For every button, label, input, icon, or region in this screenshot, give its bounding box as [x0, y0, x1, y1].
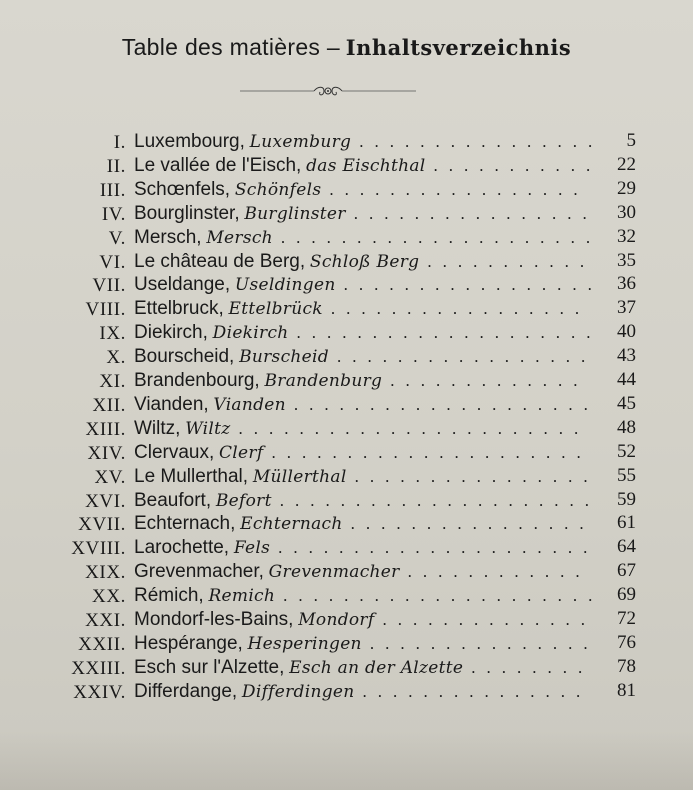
chapter-title	[134, 227, 601, 249]
leader-dots: ................	[354, 466, 599, 486]
chapter-title-german: Brandenburg	[264, 371, 383, 391]
toc-entry	[0, 680, 693, 704]
toc-entry	[0, 393, 693, 417]
chapter-title	[134, 298, 590, 320]
leader-dots: ................	[359, 132, 604, 151]
chapter-title	[134, 394, 599, 416]
page-number: 35	[617, 249, 636, 271]
chapter-title-french: Clervaux,	[134, 441, 215, 463]
toc-entry	[0, 417, 693, 441]
chapter-number: VIII.	[85, 299, 126, 321]
chapter-title-german: Schönfels	[234, 179, 322, 200]
chapter-title	[134, 537, 598, 559]
page-number: 76	[617, 631, 636, 653]
chapter-title	[134, 203, 598, 225]
chapter-title-french: Vianden,	[134, 393, 209, 415]
leader-dots: .................	[343, 275, 603, 295]
page-number: 59	[617, 488, 636, 510]
chapter-title-german: Schloß Berg	[309, 251, 420, 272]
page-number: 22	[617, 153, 636, 175]
chapter-number: XVI.	[85, 490, 126, 512]
page-number: 5	[626, 130, 636, 151]
chapter-title-french: Ettelbruck,	[134, 298, 224, 320]
page-number: 36	[617, 273, 636, 295]
chapter-title-french: Hespérange,	[134, 632, 243, 654]
chapter-title	[134, 513, 595, 535]
chapter-title-german: Mondorf	[298, 610, 375, 630]
chapter-title-german: Burglinster	[244, 203, 346, 224]
chapter-number: XXIV.	[73, 681, 126, 703]
chapter-number: XIX.	[85, 562, 126, 584]
chapter-title	[134, 131, 603, 153]
page-number: 45	[617, 392, 636, 414]
chapter-title-german: das Eischthal	[306, 155, 426, 176]
chapter-title-german: Ettelbrück	[228, 299, 323, 320]
leader-dots: .....................	[278, 538, 599, 558]
chapter-title	[134, 155, 601, 177]
chapter-title-french: Bourglinster,	[134, 202, 240, 224]
toc-entry	[0, 154, 693, 178]
page-number: 37	[617, 297, 636, 319]
chapter-title-french: Useldange,	[134, 274, 231, 296]
leader-dots: ....................	[296, 323, 602, 343]
toc-entry	[0, 656, 693, 680]
leader-dots: ...............	[369, 633, 599, 653]
chapter-title	[134, 633, 599, 655]
chapter-title-german: Fels	[233, 538, 271, 559]
toc-entry	[0, 489, 693, 513]
chapter-title	[134, 681, 591, 703]
page-number: 32	[617, 225, 636, 247]
chapter-title-german: Clerf	[219, 442, 264, 463]
chapter-title-german: Burscheid	[239, 347, 329, 368]
chapter-title	[134, 442, 592, 464]
chapter-number: XI.	[99, 371, 126, 392]
toc-entry	[0, 608, 693, 632]
toc-entry	[0, 465, 693, 489]
fleuron-ornament-icon	[240, 84, 416, 98]
page-number: 55	[617, 464, 636, 486]
chapter-title-german: Befort	[215, 490, 272, 511]
chapter-number: VII.	[92, 275, 126, 297]
chapter-number: XXI.	[85, 610, 126, 631]
leader-dots: ........	[471, 657, 594, 677]
chapter-title	[134, 418, 589, 440]
chapter-title-french: Le vallée de l'Eisch,	[134, 154, 302, 176]
chapter-number: XXII.	[78, 633, 126, 655]
page-number: 78	[617, 655, 636, 677]
chapter-title	[134, 346, 596, 368]
chapter-title-french: Le Mullerthal,	[134, 465, 249, 487]
leader-dots: .......................	[238, 418, 590, 438]
chapter-title-french: Wiltz,	[134, 417, 181, 439]
chapter-number: XIII.	[85, 418, 126, 440]
title-german: Inhaltsverzeichnis	[345, 35, 572, 60]
leader-dots: ............	[407, 562, 591, 582]
toc-entry	[0, 297, 693, 321]
chapter-title	[134, 490, 600, 512]
chapter-title-french: Mersch,	[134, 226, 202, 248]
chapter-title-german: Differdingen	[241, 681, 355, 702]
leader-dots: ...............	[362, 681, 592, 701]
page-number: 44	[617, 369, 636, 390]
toc-entry	[0, 441, 693, 465]
page-number: 61	[617, 512, 636, 534]
page-title	[0, 34, 693, 61]
chapter-title-german: Hesperingen	[247, 633, 362, 654]
chapter-title	[134, 466, 599, 488]
page-number: 81	[617, 679, 636, 701]
toc-entry	[0, 536, 693, 560]
toc-entry	[0, 512, 693, 536]
chapter-title-german: Useldingen	[234, 275, 336, 296]
chapter-number: VI.	[99, 251, 126, 273]
chapter-title	[134, 179, 589, 201]
toc-entry	[0, 584, 693, 608]
chapter-title-french: Echternach,	[134, 513, 236, 535]
leader-dots: .....................	[279, 490, 600, 510]
chapter-title-french: Esch sur l'Alzette,	[134, 656, 285, 678]
leader-dots: .................	[336, 347, 597, 367]
chapter-number: XVII.	[78, 514, 126, 536]
chapter-title	[134, 370, 588, 392]
chapter-title-french: Mondorf-les-Bains,	[134, 609, 294, 630]
page-number: 29	[617, 177, 636, 199]
chapter-number: II.	[106, 155, 126, 177]
chapter-title-french: Grevenmacher,	[134, 561, 264, 583]
chapter-title-german: Remich	[208, 586, 276, 607]
page-number: 30	[617, 201, 636, 223]
chapter-title-french: Diekirch,	[134, 322, 208, 344]
chapter-number: V.	[108, 227, 126, 249]
chapter-title-german: Grevenmacher	[268, 562, 400, 583]
title-french: Table des matières –	[121, 34, 340, 60]
page-number: 72	[617, 608, 636, 629]
page-number: 52	[617, 440, 636, 462]
toc-entry	[0, 130, 693, 154]
chapter-title-german: Esch an der Alzette	[289, 657, 464, 678]
chapter-number: III.	[99, 179, 126, 201]
chapter-title-german: Müllerthal	[252, 466, 347, 487]
chapter-title-german: Wiltz	[185, 418, 231, 439]
chapter-title-german: Luxemburg	[249, 132, 352, 152]
chapter-title-french: Rémich,	[134, 585, 204, 607]
chapter-title-german: Mersch	[206, 227, 273, 248]
chapter-title-german: Vianden	[213, 394, 286, 415]
chapter-number: XIV.	[87, 442, 126, 464]
page-number: 69	[617, 584, 636, 606]
leader-dots: .............	[390, 371, 589, 390]
toc-entry	[0, 178, 693, 202]
leader-dots: ..............	[382, 610, 596, 629]
page-number: 64	[617, 536, 636, 558]
toc-entry	[0, 345, 693, 369]
chapter-title-french: Differdange,	[134, 680, 238, 702]
chapter-number: XXIII.	[71, 657, 126, 679]
chapter-title	[134, 657, 593, 679]
chapter-title	[134, 274, 603, 296]
chapter-title-french: Brandenbourg,	[134, 370, 260, 391]
leader-dots: ................	[353, 203, 598, 223]
chapter-title-french: Luxembourg,	[134, 131, 245, 152]
chapter-title	[134, 561, 591, 583]
leader-dots: .................	[329, 179, 589, 199]
toc-entry	[0, 250, 693, 274]
chapter-number: I.	[113, 132, 126, 153]
chapter-number: XX.	[92, 586, 126, 608]
chapter-number: IX.	[99, 323, 126, 345]
page-number: 40	[617, 321, 636, 343]
leader-dots: .....................	[271, 442, 592, 462]
chapter-title	[134, 251, 595, 273]
leader-dots: .................	[330, 299, 591, 319]
toc-entry	[0, 273, 693, 297]
toc-entry	[0, 321, 693, 345]
chapter-title-french: Larochette,	[134, 537, 230, 559]
leader-dots: ...........	[433, 155, 602, 175]
toc-entry	[0, 202, 693, 226]
toc-entry	[0, 560, 693, 584]
toc-entry	[0, 632, 693, 656]
chapter-number: XII.	[92, 394, 126, 416]
leader-dots: .....................	[280, 227, 602, 247]
chapter-number: IV.	[101, 203, 126, 225]
page-number: 67	[617, 560, 636, 582]
chapter-title	[134, 585, 603, 607]
leader-dots: ....................	[293, 394, 599, 414]
chapter-number: XVIII.	[71, 538, 126, 560]
chapter-title	[134, 609, 596, 631]
leader-dots: .....................	[283, 586, 604, 606]
toc-entry	[0, 226, 693, 250]
leader-dots: ................	[350, 514, 595, 534]
chapter-title-french: Bourscheid,	[134, 346, 235, 368]
page-number: 48	[617, 416, 636, 438]
chapter-title-german: Diekirch	[212, 323, 289, 344]
chapter-title-french: Le château de Berg,	[134, 250, 306, 272]
chapter-title-french: Beaufort,	[134, 489, 212, 511]
toc-entry	[0, 369, 693, 393]
chapter-number: X.	[106, 347, 126, 369]
leader-dots: ...........	[427, 251, 596, 271]
chapter-title-german: Echternach	[240, 514, 343, 535]
chapter-number: XV.	[94, 466, 126, 488]
page-number: 43	[617, 345, 636, 367]
chapter-title	[134, 322, 602, 344]
chapter-title-french: Schœnfels,	[134, 178, 231, 200]
